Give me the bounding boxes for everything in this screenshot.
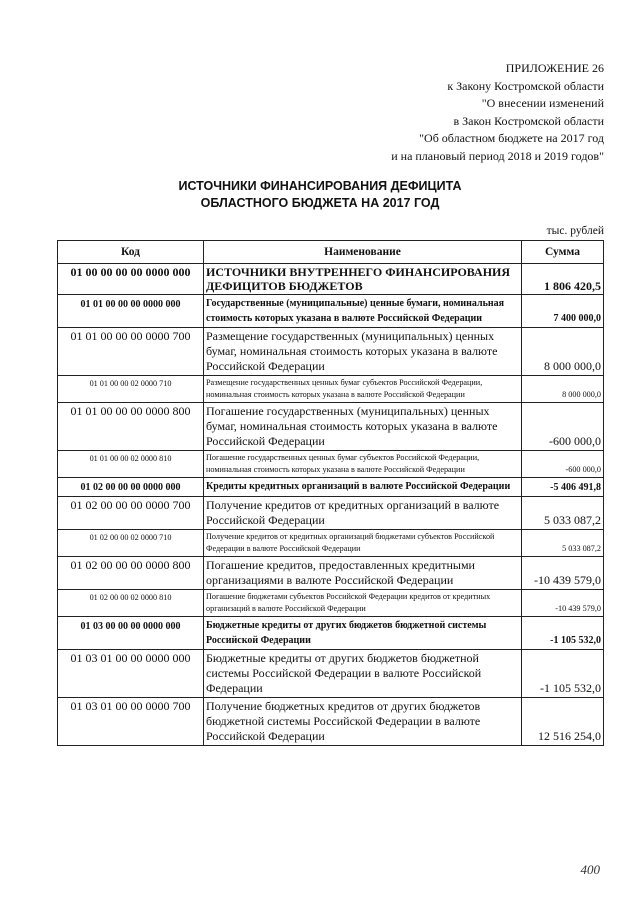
name-cell: Размещение государственных (муниципальных) ценных бумаг, номинальная стоимость которых указана в валюте Российской Федерации	[204, 328, 522, 376]
sum-cell: 5 033 087,2	[522, 530, 604, 557]
table-row	[58, 478, 604, 497]
table-row	[58, 328, 604, 376]
name-cell: Получение кредитов от кредитных организаций в валюте Российской Федерации	[204, 497, 522, 530]
appendix-line: к Закону Костромской области	[447, 78, 604, 93]
financing-sources-table	[57, 240, 604, 746]
table-row	[58, 295, 604, 328]
sum-cell: 1 806 420,5	[522, 264, 604, 295]
table-row	[58, 376, 604, 403]
name-cell: Погашение государственных ценных бумаг субъектов Российской Федерации, номинальная стоимость которых указана в валюте Российской Федерации	[204, 451, 522, 478]
code-cell: 01 01 00 00 02 0000 810	[58, 451, 204, 478]
name-cell: Кредиты кредитных организаций в валюте Российской Федерации	[204, 478, 522, 497]
table-row	[58, 698, 604, 746]
code-cell: 01 01 00 00 02 0000 710	[58, 376, 204, 403]
sum-cell: -10 439 579,0	[522, 557, 604, 590]
sum-cell: -1 105 532,0	[522, 650, 604, 698]
table-header-row	[58, 241, 604, 264]
title-line-2: ОБЛАСТНОГО БЮДЖЕТА НА 2017 ГОД	[200, 196, 440, 210]
column-header-name: Наименование	[204, 241, 522, 264]
sum-cell: -600 000,0	[522, 403, 604, 451]
code-cell: 01 03 00 00 00 0000 000	[58, 617, 204, 650]
table-row	[58, 557, 604, 590]
code-cell: 01 03 01 00 00 0000 700	[58, 698, 204, 746]
sum-cell: -5 406 491,8	[522, 478, 604, 497]
appendix-line: ПРИЛОЖЕНИЕ 26	[505, 61, 604, 75]
document-title	[0, 178, 640, 212]
table-row	[58, 530, 604, 557]
appendix-line: "О внесении изменений	[481, 96, 604, 110]
title-line-1: ИСТОЧНИКИ ФИНАНСИРОВАНИЯ ДЕФИЦИТА	[178, 179, 462, 193]
name-cell: Размещение государственных ценных бумаг субъектов Российской Федерации, номинальная стоимость которых указана в валюте Российской Федерации	[204, 376, 522, 403]
name-cell: Бюджетные кредиты от других бюджетов бюджетной системы Российской Федерации в валюте Российской Федерации	[204, 650, 522, 698]
table-row	[58, 617, 604, 650]
sum-cell: 5 033 087,2	[522, 497, 604, 530]
code-cell: 01 01 00 00 00 0000 000	[58, 295, 204, 328]
name-cell: Погашение государственных (муниципальных) ценных бумаг, номинальная стоимость которых указана в валюте Российской Федерации	[204, 403, 522, 451]
code-cell: 01 02 00 00 00 0000 000	[58, 478, 204, 497]
units-label: тыс. рублей	[546, 225, 604, 237]
sum-cell: 7 400 000,0	[522, 295, 604, 328]
appendix-header	[391, 60, 604, 165]
appendix-line: в Закон Костромской области	[453, 113, 604, 128]
code-cell: 01 02 00 00 00 0000 800	[58, 557, 204, 590]
table-row	[58, 590, 604, 617]
sum-cell: 12 516 254,0	[522, 698, 604, 746]
code-cell: 01 01 00 00 00 0000 800	[58, 403, 204, 451]
name-cell: Погашение бюджетами субъектов Российской Федерации кредитов от кредитных организаций в валюте Российской Федерации	[204, 590, 522, 617]
column-header-code: Код	[58, 241, 204, 264]
name-cell: ИСТОЧНИКИ ВНУТРЕННЕГО ФИНАНСИРОВАНИЯ ДЕФИЦИТОВ БЮДЖЕТОВ	[204, 264, 522, 295]
code-cell: 01 01 00 00 00 0000 700	[58, 328, 204, 376]
name-cell: Погашение кредитов, предоставленных кредитными организациями в валюте Российской Федерации	[204, 557, 522, 590]
code-cell: 01 00 00 00 00 0000 000	[58, 264, 204, 295]
sum-cell: -1 105 532,0	[522, 617, 604, 650]
name-cell: Получение кредитов от кредитных организаций бюджетами субъектов Российской Федерации в валюте Российской Федерации	[204, 530, 522, 557]
sum-cell: -10 439 579,0	[522, 590, 604, 617]
code-cell: 01 02 00 00 02 0000 810	[58, 590, 204, 617]
name-cell: Государственные (муниципальные) ценные бумаги, номинальная стоимость которых указана в валюте Российской Федерации	[204, 295, 522, 328]
sum-cell: 8 000 000,0	[522, 328, 604, 376]
appendix-line: "Об областном бюджете на 2017 год	[419, 131, 604, 145]
table-row	[58, 264, 604, 295]
appendix-line: и на плановый период 2018 и 2019 годов"	[391, 148, 604, 163]
table-row	[58, 497, 604, 530]
table-row	[58, 403, 604, 451]
column-header-sum: Сумма	[522, 241, 604, 264]
sum-cell: 8 000 000,0	[522, 376, 604, 403]
code-cell: 01 02 00 00 00 0000 700	[58, 497, 204, 530]
code-cell: 01 03 01 00 00 0000 000	[58, 650, 204, 698]
page-number: 400	[580, 862, 600, 877]
sum-cell: -600 000,0	[522, 451, 604, 478]
name-cell: Получение бюджетных кредитов от других бюджетов бюджетной системы Российской Федерации в валюте Российской Федерации	[204, 698, 522, 746]
code-cell: 01 02 00 00 02 0000 710	[58, 530, 204, 557]
name-cell: Бюджетные кредиты от других бюджетов бюджетной системы Российской Федерации	[204, 617, 522, 650]
table-row	[58, 650, 604, 698]
table-row	[58, 451, 604, 478]
